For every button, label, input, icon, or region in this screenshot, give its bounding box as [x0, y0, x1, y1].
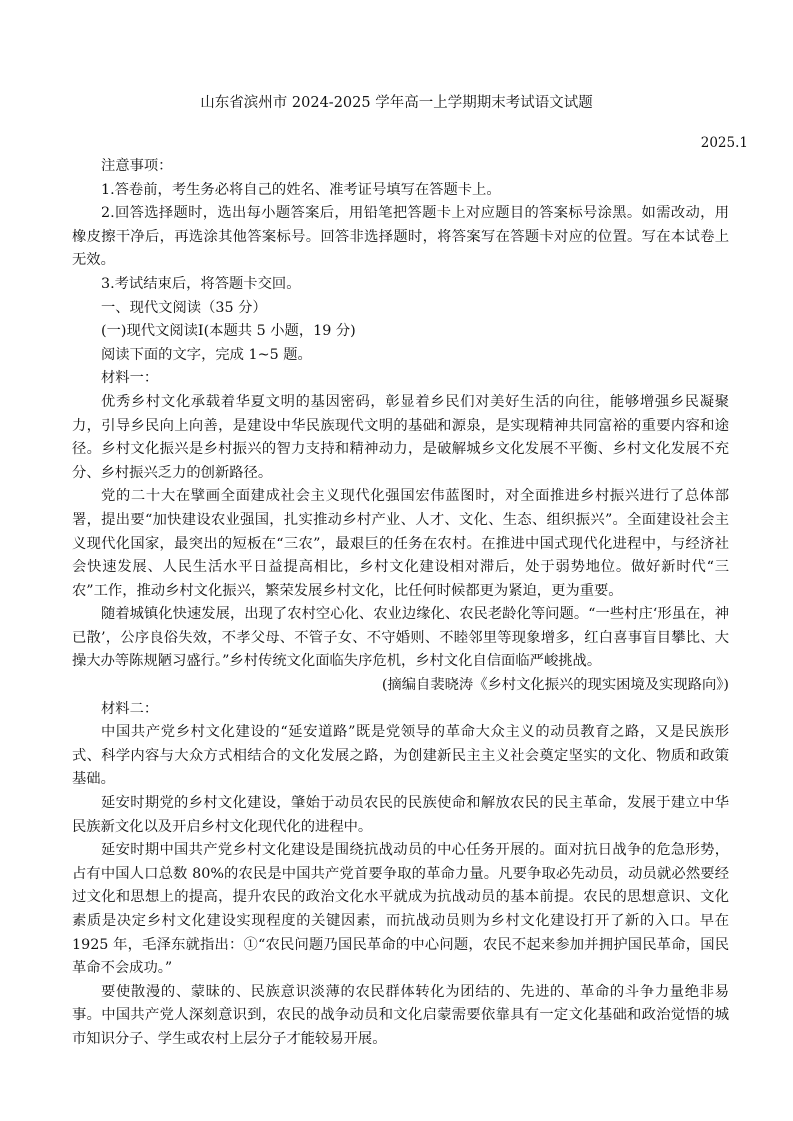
notice-item-1: 1.答卷前，考生务必将自己的姓名、准考证号填写在答题卡上。 [101, 181, 501, 198]
material-2-paragraph-4: 要使散漫的、蒙昧的、民族意识淡薄的农民群体转化为团结的、先进的、革命的斗争力量绝非易事。中国共产党人深刻意识到，农民的战争动员和文化启蒙需要依靠具有一定文化基础和政治觉悟的城市知识分子、学生或农村上层分子才能较易开展。 [72, 983, 729, 1047]
material-2-paragraph-3: 延安时期中国共产党乡村文化建设是围绕抗战动员的中心任务开展的。面对抗日战争的危急形势，占有中国人口总数 80%的农民是中国共产党首要争取的革命力量。凡要争取必先动员，动员就必然要经过文化和思想上的提高，提升农民的政治文化水平就成为抗战动员的基本前提。农民的思想意识、文化素质是决定乡村文化建设实现程度的关键因素，而抗战动员则为乡村文化建设打开了新的入口。早在 1925 年，毛泽东就指出：①“农民问题乃国民革命的中心问题，农民不起来参加并拥护国民革命，国民革命不会成功。” [72, 842, 729, 977]
material-1-paragraph-3: 随着城镇化快速发展，出现了农村空心化、农业边缘化、农民老龄化等问题。“一些村庄‘形虽在，神已散’，公序良俗失效，不孝父母、不管子女、不守婚则、不睦邻里等现象增多，红白喜事盲目攀比、大操大办等陈规陋习盛行。”乡村传统文化面临失序危机，乡村文化自信面临严峻挑战。 [72, 606, 729, 670]
material-1-source: (摘编自裴晓涛《乡村文化振兴的现实困境及实现路向》) [381, 677, 729, 694]
notice-heading: 注意事项： [101, 158, 173, 174]
notice-item-3: 3.考试结束后，将答题卡交回。 [101, 275, 301, 292]
material-2-paragraph-1: 中国共产党乡村文化建设的“延安道路”既是党领导的革命大众主义的动员教育之路，又是民族形式、科学内容与大众方式相结合的文化发展之路，为创建新民主主义社会奠定坚实的文化、物质和政策基础。 [72, 724, 729, 788]
document-title: 山东省滨州市 2024-2025 学年高一上学期期末考试语文试题 [200, 95, 593, 111]
material-2-paragraph-2: 延安时期党的乡村文化建设，肇始于动员农民的民族使命和解放农民的民主革命，发展于建立中华民族新文化以及开启乡村文化现代化的进程中。 [72, 795, 729, 835]
section-heading: 一、现代文阅读（35 分） [101, 299, 267, 316]
material-1-label: 材料一： [101, 370, 159, 387]
exam-date: 2025.1 [700, 135, 748, 151]
subsection-heading: (一)现代文阅读Ⅰ(本题共 5 小题，19 分) [101, 323, 356, 340]
reading-instruction: 阅读下面的文字，完成 1~5 题。 [101, 346, 312, 363]
material-2-label: 材料二： [101, 700, 159, 717]
material-1-paragraph-1: 优秀乡村文化承载着华夏文明的基因密码，彰显着乡民们对美好生活的向往，能够增强乡民凝聚力，引导乡民向上向善，是建设中华民族现代文明的基础和源泉，是实现精神共同富裕的重要内容和途径。乡村文化振兴是乡村振兴的智力支持和精神动力，是破解城乡文化发展不平衡、乡村文化发展不充分、乡村振兴乏力的创新路径。 [72, 393, 729, 481]
material-1-paragraph-2: 党的二十大在擘画全面建成社会主义现代化强国宏伟蓝图时，对全面推进乡村振兴进行了总体部署，提出要“加快建设农业强国，扎实推动乡村产业、人才、文化、生态、组织振兴”。全面建设社会主义现代化国家，最突出的短板在“三农”，最艰巨的任务在农村。在推进中国式现代化进程中，与经济社会快速发展、人民生活水平日益提高相比，乡村文化建设相对滞后，处于弱势地位。做好新时代“三农”工作，推动乡村文化振兴，繁荣发展乡村文化，比任何时候都更为紧迫，更为重要。 [72, 488, 729, 599]
document-body [72, 155, 729, 1052]
notice-item-2: 2.回答选择题时，选出每小题答案后，用铅笔把答题卡上对应题目的答案标号涂黑。如需改动，用橡皮擦干净后，再选涂其他答案标号。回答非选择题时，将答案写在答题卡对应的位置。写在本试卷上无效。 [72, 205, 729, 269]
